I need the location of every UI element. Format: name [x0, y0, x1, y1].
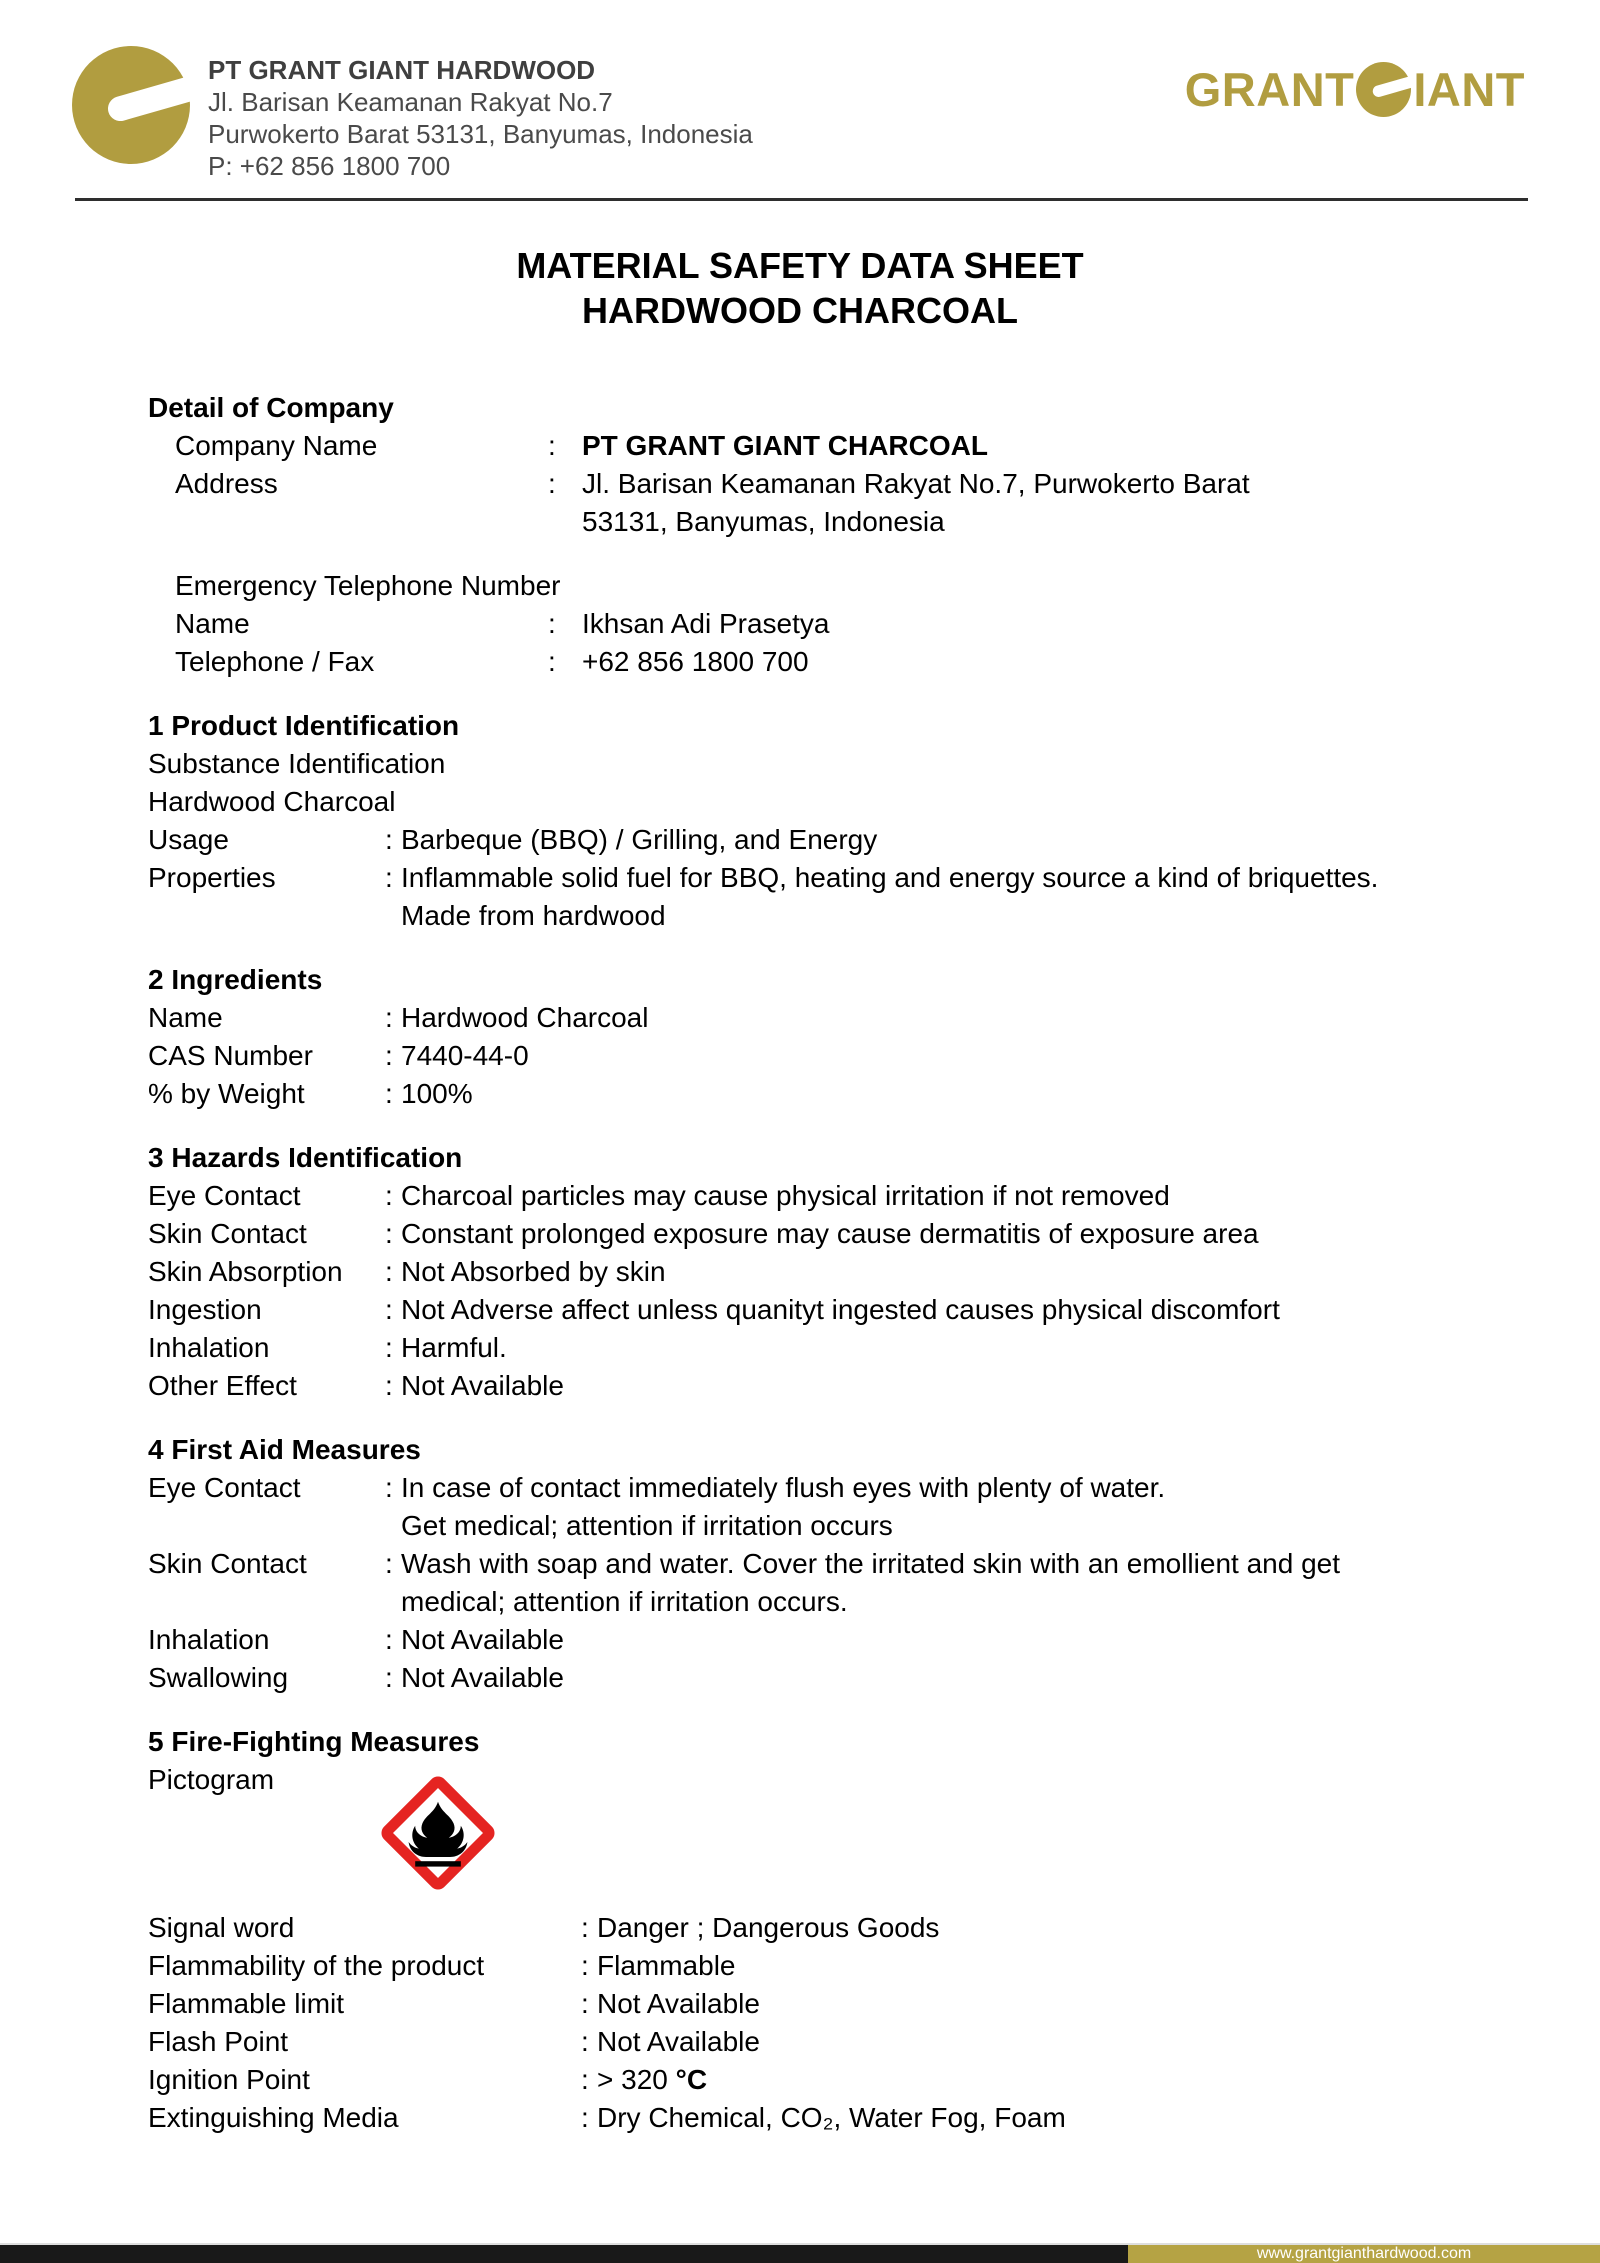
row-value: Flammable	[597, 1950, 736, 1981]
row-colon: :	[548, 608, 556, 639]
table-row	[148, 1469, 1490, 1545]
row-label: % by Weight	[148, 1078, 305, 1109]
section-emergency-telephone	[148, 567, 1490, 681]
section-ingredients	[148, 961, 1490, 1113]
row-value: Wash with soap and water. Cover the irritated skin with an emollient and get medical; attention if irritation occurs.	[401, 1548, 1340, 1617]
row-colon: :	[385, 1180, 393, 1211]
row-value: Not Adverse affect unless quanityt ingested causes physical discomfort	[401, 1294, 1280, 1325]
row-colon: :	[385, 1218, 393, 1249]
table-row	[148, 1947, 1490, 1985]
row-value: Danger ; Dangerous Goods	[597, 1912, 940, 1943]
footer-gold-bar	[1128, 2245, 1600, 2263]
table-row	[148, 2023, 1490, 2061]
grant-giant-g-icon	[1354, 62, 1413, 117]
company-phone: P: +62 856 1800 700	[208, 151, 451, 181]
table-row	[148, 1985, 1490, 2023]
row-label: Skin Contact	[148, 1218, 307, 1249]
section-heading: 4 First Aid Measures	[148, 1434, 421, 1465]
text-line: Substance Identification	[148, 748, 446, 779]
row-value: 100%	[401, 1078, 473, 1109]
row-colon: :	[385, 1548, 393, 1579]
row-colon: :	[548, 468, 556, 499]
row-value: Not Available	[597, 1988, 760, 2019]
row-label: Skin Contact	[148, 1548, 307, 1579]
grant-giant-wordmark	[1185, 62, 1525, 117]
text-line: Hardwood Charcoal	[148, 786, 396, 817]
row-colon: :	[581, 1912, 589, 1943]
section-fire-fighting-measures	[148, 1723, 1490, 2137]
section-heading: 3 Hazards Identification	[148, 1142, 463, 1173]
table-row	[148, 1367, 1490, 1405]
header-divider	[75, 198, 1528, 201]
table-row	[148, 427, 1490, 465]
row-colon: :	[385, 1662, 393, 1693]
row-value: Constant prolonged exposure may cause dermatitis of exposure area	[401, 1218, 1259, 1249]
row-value: Barbeque (BBQ) / Grilling, and Energy	[401, 824, 878, 855]
row-label: Signal word	[148, 1912, 295, 1943]
row-colon: :	[581, 1988, 589, 2019]
table-row	[148, 1621, 1490, 1659]
row-value: > 320 °C	[597, 2064, 708, 2095]
company-address-block	[208, 46, 753, 182]
section-heading: 1 Product Identification	[148, 710, 460, 741]
section-heading: Emergency Telephone Number	[175, 570, 561, 601]
row-label: Telephone / Fax	[175, 646, 375, 677]
row-label: Address	[175, 468, 278, 499]
section-heading: 2 Ingredients	[148, 964, 323, 995]
table-row	[148, 1253, 1490, 1291]
row-label: Swallowing	[148, 1662, 289, 1693]
table-row	[148, 2099, 1490, 2137]
table-row	[148, 643, 1490, 681]
row-colon: :	[581, 2026, 589, 2057]
row-value: In case of contact immediately flush eyes with plenty of water. Get medical; attention if irritation occurs	[401, 1472, 1166, 1541]
section-detail-of-company	[148, 389, 1490, 541]
wordmark-suffix: IANT	[1413, 63, 1525, 116]
table-row	[148, 1215, 1490, 1253]
document-title	[0, 243, 1600, 333]
document-title-line2: HARDWOOD CHARCOAL	[582, 290, 1018, 331]
row-colon: :	[385, 1078, 393, 1109]
row-label: Eye Contact	[148, 1472, 301, 1503]
row-colon: :	[385, 862, 393, 893]
row-value: Dry Chemical, CO₂, Water Fog, Foam	[597, 2102, 1066, 2133]
row-label: Usage	[148, 824, 229, 855]
row-colon: :	[385, 1332, 393, 1363]
table-row	[148, 821, 1490, 859]
document-body	[148, 389, 1490, 2137]
section-heading: 5 Fire-Fighting Measures	[148, 1726, 480, 1757]
table-row	[148, 999, 1490, 1037]
row-value: Jl. Barisan Keamanan Rakyat No.7, Purwokerto Barat 53131, Banyumas, Indonesia	[582, 468, 1250, 537]
row-value: Inflammable solid fuel for BBQ, heating and energy source a kind of briquettes. Made from hardwood	[401, 862, 1379, 931]
row-colon: :	[581, 2064, 589, 2095]
row-value: Not Available	[597, 2026, 760, 2057]
row-value: +62 856 1800 700	[582, 646, 809, 677]
row-label: Ingestion	[148, 1294, 262, 1325]
row-value: Not Available	[401, 1662, 564, 1693]
table-row	[148, 1177, 1490, 1215]
row-colon: :	[548, 646, 556, 677]
row-label: Flammability of the product	[148, 1950, 485, 1981]
row-label: CAS Number	[148, 1040, 313, 1071]
row-value: Not Available	[401, 1624, 564, 1655]
fire-fighting-rows	[148, 1909, 1490, 2137]
company-address-line2: Purwokerto Barat 53131, Banyumas, Indonesia	[208, 119, 753, 149]
row-colon: :	[385, 1472, 393, 1503]
table-row	[148, 1291, 1490, 1329]
table-row	[148, 465, 1490, 541]
section-first-aid-measures	[148, 1431, 1490, 1697]
company-name: PT GRANT GIANT HARDWOOD	[208, 55, 596, 85]
table-row	[148, 2061, 1490, 2099]
row-label: Flash Point	[148, 2026, 289, 2057]
table-row	[148, 1329, 1490, 1367]
row-colon: :	[581, 1950, 589, 1981]
row-label: Flammable limit	[148, 1988, 345, 2019]
row-value: Ikhsan Adi Prasetya	[582, 608, 830, 639]
table-row	[148, 859, 1490, 935]
row-label: Inhalation	[148, 1624, 270, 1655]
grant-giant-g-icon	[72, 46, 190, 164]
row-label: Company Name	[175, 430, 378, 461]
section-heading: Detail of Company	[148, 392, 394, 423]
row-label: Name	[148, 1002, 223, 1033]
company-address-line1: Jl. Barisan Keamanan Rakyat No.7	[208, 87, 613, 117]
table-row	[148, 1075, 1490, 1113]
row-value: Hardwood Charcoal	[401, 1002, 649, 1033]
row-colon: :	[581, 2102, 589, 2133]
row-label: Inhalation	[148, 1332, 270, 1363]
footer-website-url: www.grantgianthardwood.com	[1256, 2245, 1472, 2262]
row-value: Charcoal particles may cause physical irritation if not removed	[401, 1180, 1170, 1211]
document-title-line1: MATERIAL SAFETY DATA SHEET	[516, 245, 1084, 286]
row-colon: :	[385, 1002, 393, 1033]
row-colon: :	[385, 1294, 393, 1325]
table-row	[148, 1545, 1490, 1621]
footer-black-bar	[0, 2245, 1128, 2263]
row-label: Pictogram	[148, 1764, 275, 1795]
table-row	[148, 1037, 1490, 1075]
row-label: Eye Contact	[148, 1180, 301, 1211]
ghs-flame-pictogram-icon	[378, 1773, 498, 1893]
row-value: Not Available	[401, 1370, 564, 1401]
row-label: Properties	[148, 862, 276, 893]
row-colon: :	[385, 1370, 393, 1401]
row-value: 7440-44-0	[401, 1040, 529, 1071]
row-label: Skin Absorption	[148, 1256, 343, 1287]
row-value: Harmful.	[401, 1332, 507, 1363]
row-label: Name	[175, 608, 250, 639]
row-label: Extinguishing Media	[148, 2102, 399, 2133]
row-colon: :	[385, 1256, 393, 1287]
table-row	[148, 605, 1490, 643]
row-colon: :	[548, 430, 556, 461]
pictogram-row	[148, 1761, 1490, 1893]
row-colon: :	[385, 1040, 393, 1071]
row-label: Ignition Point	[148, 2064, 310, 2095]
row-colon: :	[385, 1624, 393, 1655]
row-colon: :	[385, 824, 393, 855]
row-value: Not Absorbed by skin	[401, 1256, 666, 1287]
page-header	[0, 0, 1600, 182]
row-value: PT GRANT GIANT CHARCOAL	[582, 430, 988, 461]
wordmark-prefix: GRANT	[1184, 63, 1355, 116]
page-footer	[0, 2243, 1600, 2263]
table-row	[148, 1909, 1490, 1947]
section-product-identification	[148, 707, 1490, 935]
section-hazards-identification	[148, 1139, 1490, 1405]
row-label: Other Effect	[148, 1370, 297, 1401]
table-row	[148, 1659, 1490, 1697]
